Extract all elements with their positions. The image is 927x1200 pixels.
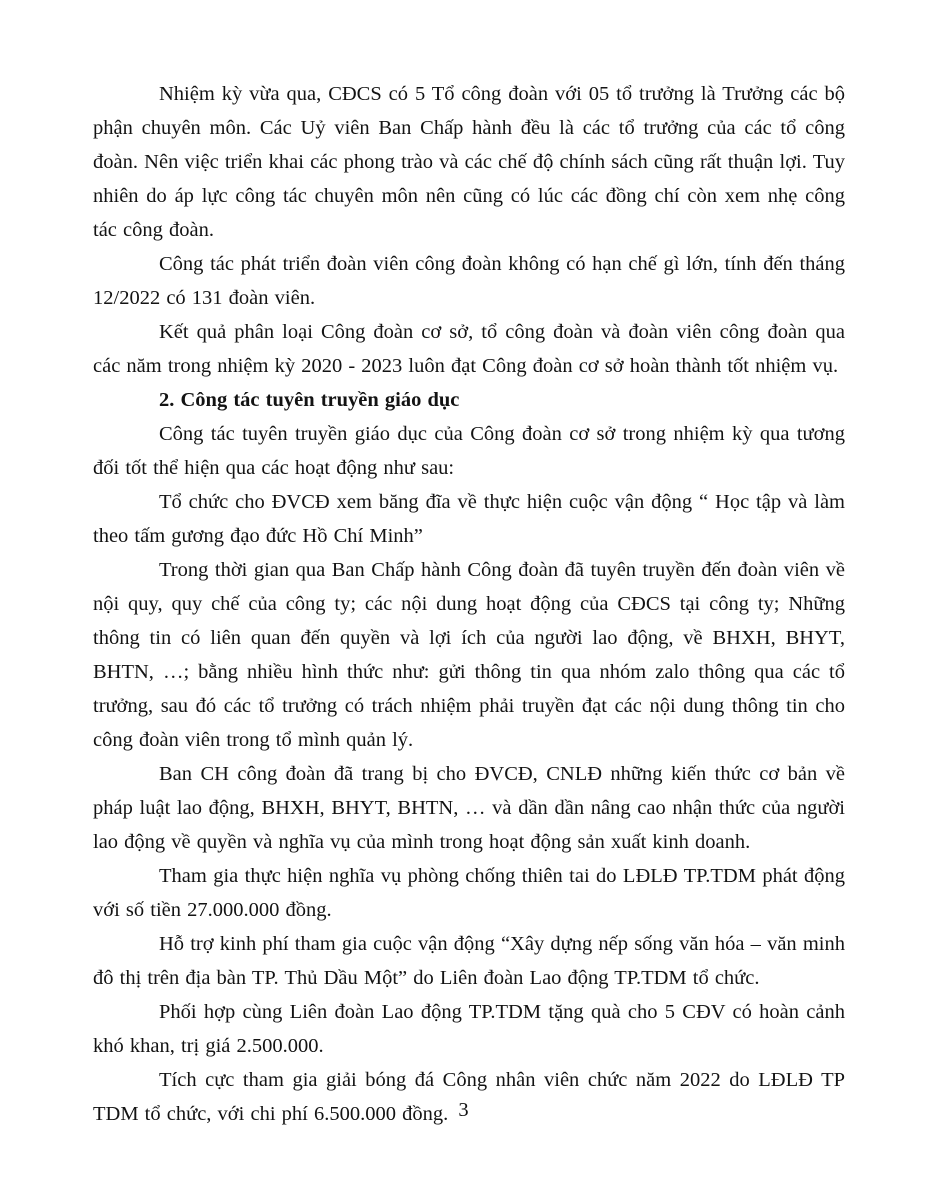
paragraph: Tham gia thực hiện nghĩa vụ phòng chống thiên tai do LĐLĐ TP.TDM phát động với số tiền 27.000.000 đồng. xyxy=(93,865,845,921)
paragraph: Ban CH công đoàn đã trang bị cho ĐVCĐ, CNLĐ những kiến thức cơ bản về pháp luật lao động, BHXH, BHYT, BHTN, … và dần dần nâng cao nhận thức của người lao động về quyền và nghĩa vụ của mình trong hoạt động sản xuất kinh doanh. xyxy=(93,763,845,853)
document-body xyxy=(93,77,845,1131)
paragraph: Nhiệm kỳ vừa qua, CĐCS có 5 Tổ công đoàn với 05 tổ trưởng là Trưởng các bộ phận chuyên môn. Các Uỷ viên Ban Chấp hành đều là các tổ trưởng của các tổ công đoàn. Nên việc triển khai các phong trào và các chế độ chính sách cũng rất thuận lợi. Tuy nhiên do áp lực công tác chuyên môn nên cũng có lúc các đồng chí còn xem nhẹ công tác công đoàn. xyxy=(93,83,845,241)
paragraph: Kết quả phân loại Công đoàn cơ sở, tổ công đoàn và đoàn viên công đoàn qua các năm trong nhiệm kỳ 2020 - 2023 luôn đạt Công đoàn cơ sở hoàn thành tốt nhiệm vụ. xyxy=(93,321,845,377)
page-number: 3 xyxy=(458,1099,469,1121)
paragraph: Công tác tuyên truyền giáo dục của Công đoàn cơ sở trong nhiệm kỳ qua tương đối tốt thể hiện qua các hoạt động như sau: xyxy=(93,423,845,479)
paragraph: Tổ chức cho ĐVCĐ xem băng đĩa về thực hiện cuộc vận động “ Học tập và làm theo tấm gương đạo đức Hồ Chí Minh” xyxy=(93,491,845,547)
paragraph: Trong thời gian qua Ban Chấp hành Công đoàn đã tuyên truyền đến đoàn viên về nội quy, quy chế của công ty; các nội dung hoạt động của CĐCS tại công ty; Những thông tin có liên quan đến quyền và lợi ích của người lao động, về BHXH, BHYT, BHTN, …; bằng nhiều hình thức như: gửi thông tin qua nhóm zalo thông qua các tổ trưởng, sau đó các tổ trưởng có trách nhiệm phải truyền đạt các nội dung thông tin cho công đoàn viên trong tổ mình quản lý. xyxy=(93,559,845,751)
paragraph: Tích cực tham gia giải bóng đá Công nhân viên chức năm 2022 do LĐLĐ TP TDM tổ chức, với chi phí 6.500.000 đồng. xyxy=(93,1069,845,1125)
paragraph: Công tác phát triển đoàn viên công đoàn không có hạn chế gì lớn, tính đến tháng 12/2022 có 131 đoàn viên. xyxy=(93,253,845,309)
section-heading: 2. Công tác tuyên truyền giáo dục xyxy=(159,389,460,411)
paragraph: Hỗ trợ kinh phí tham gia cuộc vận động “Xây dựng nếp sống văn hóa – văn minh đô thị trên địa bàn TP. Thủ Dầu Một” do Liên đoàn Lao động TP.TDM tổ chức. xyxy=(93,933,845,989)
paragraph: Phối hợp cùng Liên đoàn Lao động TP.TDM tặng quà cho 5 CĐV có hoàn cảnh khó khan, trị giá 2.500.000. xyxy=(93,1001,845,1057)
